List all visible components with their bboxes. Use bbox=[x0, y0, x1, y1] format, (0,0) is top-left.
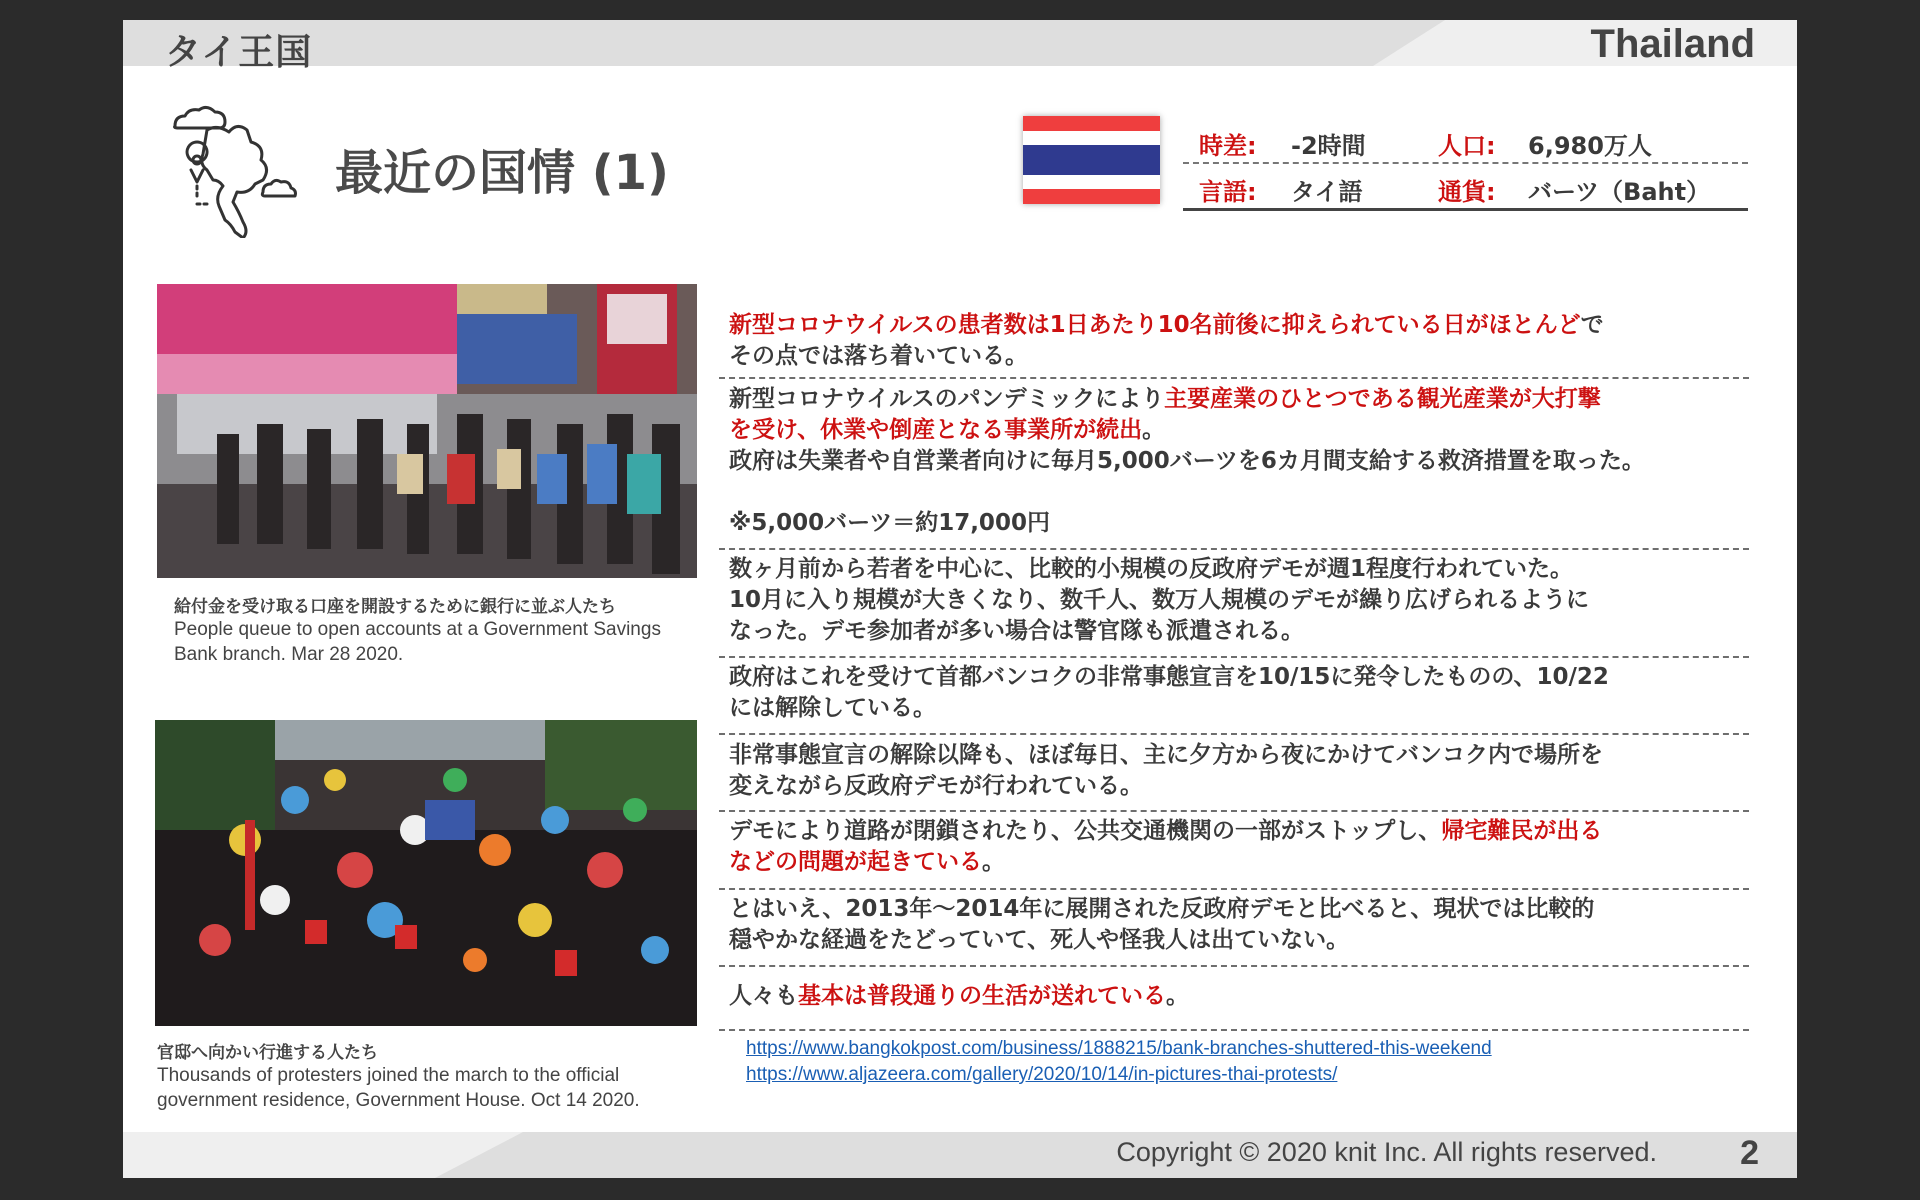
facts-row-2 bbox=[1183, 164, 1748, 211]
facts-row-1 bbox=[1183, 118, 1748, 164]
body-text: とはいえ、2013年～2014年に展開された反政府デモと比べると、現状では比較的 bbox=[729, 896, 1595, 922]
page-title: 最近の国情 (1) bbox=[335, 145, 669, 201]
block-comparison bbox=[729, 894, 1749, 956]
block-tourism bbox=[729, 384, 1749, 539]
divider bbox=[719, 377, 1749, 379]
copyright-text: Copyright © 2020 knit Inc. All rights reserved. bbox=[1116, 1137, 1657, 1167]
timezone-label: 時差: bbox=[1199, 132, 1257, 160]
thailand-map-icon bbox=[167, 104, 297, 238]
photo-1-caption-en-line2: Bank branch. Mar 28 2020. bbox=[174, 644, 404, 665]
language-value: タイ語 bbox=[1291, 178, 1363, 206]
body-text: 穏やかな経過をたどっていて、死人や怪我人は出ていない。 bbox=[729, 927, 1350, 953]
source-link-bangkokpost[interactable]: https://www.bangkokpost.com/business/1888215/bank-branches-shuttered-this-weekend bbox=[746, 1038, 1492, 1059]
highlight-text: 主要産業のひとつである観光産業が大打撃 bbox=[1164, 386, 1601, 412]
body-text: ※5,000バーツ＝約17,000円 bbox=[729, 510, 1050, 536]
body-text: 政府はこれを受けて首都バンコクの非常事態宣言を10/15に発令したものの、10/22 bbox=[729, 664, 1609, 690]
body-text: 政府は失業者や自営業者向けに毎月5,000バーツを6カ月間支給する救済措置を取った。 bbox=[729, 448, 1645, 474]
population-label: 人口: bbox=[1438, 132, 1496, 160]
body-text: 非常事態宣言の解除以降も、ほぼ毎日、主に夕方から夜にかけてバンコク内で場所を bbox=[729, 742, 1603, 768]
photo-1-caption bbox=[174, 592, 714, 667]
country-name-en: Thailand bbox=[1590, 22, 1755, 66]
block-protests-start bbox=[729, 554, 1749, 647]
population-value: 6,980万人 bbox=[1528, 132, 1652, 160]
body-text: 数ヶ月前から若者を中心に、比較的小規模の反政府デモが週1程度行われていた。 bbox=[729, 556, 1574, 582]
currency-label: 通貨: bbox=[1438, 178, 1496, 206]
block-ongoing-protests bbox=[729, 740, 1749, 802]
body-text: 。 bbox=[1142, 417, 1166, 443]
body-text: には解除している。 bbox=[729, 695, 936, 721]
divider bbox=[719, 1029, 1749, 1031]
block-transport bbox=[729, 816, 1749, 878]
divider bbox=[719, 888, 1749, 890]
highlight-text: などの問題が起きている bbox=[729, 849, 982, 875]
highlight-text: を受け、休業や倒産となる事業所が続出 bbox=[729, 417, 1143, 443]
divider bbox=[719, 733, 1749, 735]
photo-2-caption-en-line2: government residence, Government House. Oct 14 2020. bbox=[157, 1090, 640, 1111]
body-text: 新型コロナウイルスのパンデミックにより bbox=[729, 386, 1165, 412]
photo-1-caption-ja: 給付金を受け取る口座を開設するために銀行に並ぶ人たち bbox=[174, 597, 616, 617]
source-link-aljazeera[interactable]: https://www.aljazeera.com/gallery/2020/10/14/in-pictures-thai-protests/ bbox=[746, 1064, 1338, 1085]
photo-2-caption-ja: 官邸へ向かい行進する人たち bbox=[157, 1043, 378, 1063]
photo-2-caption bbox=[157, 1038, 717, 1113]
body-text: 10月に入り規模が大きくなり、数千人、数万人規模のデモが繰り広げられるように bbox=[729, 587, 1590, 613]
protest-march-photo bbox=[155, 720, 697, 1026]
bank-queue-photo bbox=[157, 284, 697, 578]
body-text: で bbox=[1580, 312, 1604, 338]
block-covid-cases bbox=[729, 310, 1749, 372]
page-number: 2 bbox=[1740, 1134, 1759, 1172]
slide bbox=[123, 20, 1797, 1178]
divider bbox=[719, 810, 1749, 812]
photo-2-caption-en-line1: Thousands of protesters joined the march to the official bbox=[157, 1065, 620, 1086]
body-text: 変えながら反政府デモが行われている。 bbox=[729, 773, 1143, 799]
thailand-flag bbox=[1023, 116, 1160, 204]
divider bbox=[719, 656, 1749, 658]
body-text: 。 bbox=[982, 849, 1005, 875]
photo-1-caption-en-line1: People queue to open accounts at a Government Savings bbox=[174, 619, 661, 640]
body-text: 人々も bbox=[729, 983, 798, 1009]
language-label: 言語: bbox=[1199, 178, 1257, 206]
divider bbox=[719, 965, 1749, 967]
body-text: デモにより道路が閉鎖されたり、公共交通機関の一部がストップし、 bbox=[729, 818, 1442, 844]
country-name-ja: タイ王国 bbox=[165, 32, 313, 73]
body-text: なった。デモ参加者が多い場合は警官隊も派遣される。 bbox=[729, 618, 1304, 644]
highlight-text: 帰宅難民が出る bbox=[1441, 818, 1603, 844]
currency-value: バーツ（Baht） bbox=[1528, 178, 1711, 206]
highlight-text: 新型コロナウイルスの患者数は1日あたり10名前後に抑えられている日がほとんど bbox=[729, 312, 1581, 338]
body-text: その点では落ち着いている。 bbox=[729, 343, 1028, 369]
country-facts bbox=[1183, 118, 1748, 228]
block-emergency bbox=[729, 662, 1749, 724]
highlight-text: 基本は普段通りの生活が送れている bbox=[798, 983, 1166, 1009]
body-text: 。 bbox=[1166, 983, 1189, 1009]
timezone-value: -2時間 bbox=[1291, 132, 1366, 160]
divider bbox=[719, 548, 1749, 550]
source-links bbox=[746, 1036, 1492, 1088]
block-daily-life bbox=[729, 981, 1749, 1012]
